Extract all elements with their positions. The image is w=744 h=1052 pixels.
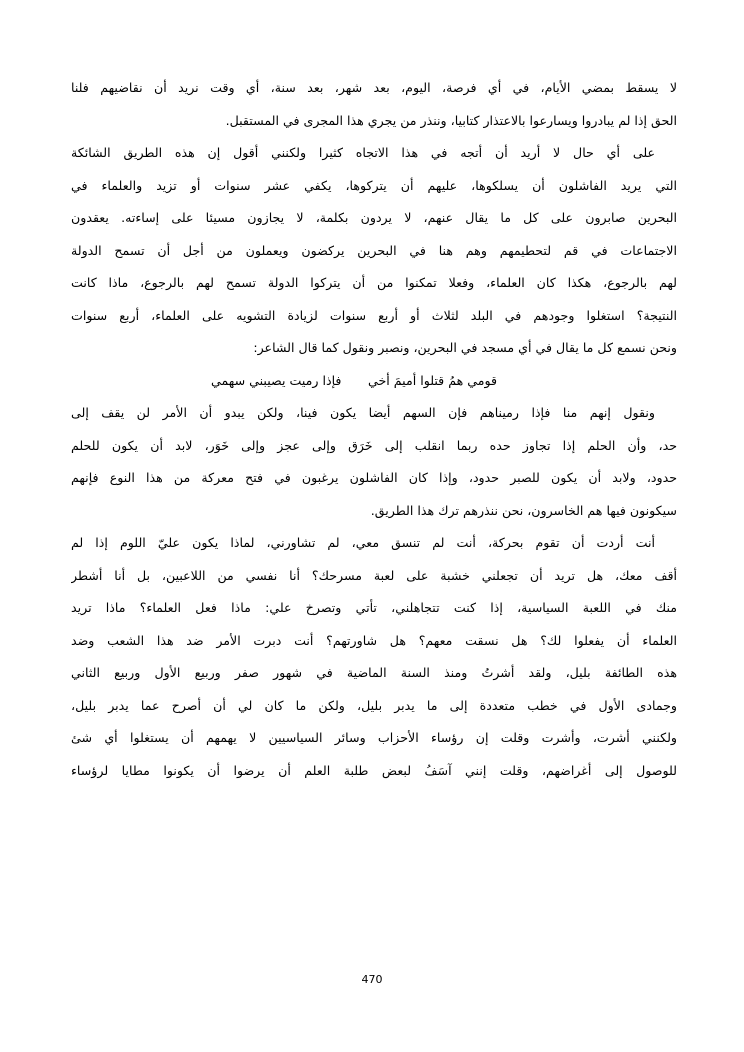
text-line: على أي حال لا أريد أن أتجه في هذا الاتجاه كثيرا ولكنني أقول إن هذه الطريق الشائكة [71, 145, 655, 160]
text-line: الحق إذا لم يبادروا ويسارعوا بالاعتذار كتابيا، وننذر من يجري هذا المجرى في المستقبل. [225, 112, 677, 128]
text-line: الاجتماعات في قم لتحطيمهم وهم هنا في البحرين يركضون ويعملون من أجل أن تسمح الدولة [71, 242, 677, 258]
poetry-verse [71, 365, 677, 398]
page-body [71, 72, 677, 787]
text-line: أقف معك، هل تريد أن تجعلني خشبة على لعبة مسرحك؟ أنا نفسي من اللاعبين، بل أنا أشطر [71, 567, 677, 583]
text-line: أنت أردت أن تقوم بحركة، أنت لم تنسق معي، لم تشاورني، لماذا يكون عليّ اللوم إذا لم [71, 535, 655, 550]
text-line: هذه الطائفة بليل، ولقد أشرتُ ومنذ السنة الماضية في شهور صفر وربيع الأول وربيع الثاني [71, 665, 677, 680]
text-line: منك في اللعبة السياسية، إذا كنت تتجاهلني، تأتي وتصرخ علي: ماذا فعل العلماء؟ ماذا تريد [71, 600, 677, 615]
text-line: لهم بالرجوع، هكذا كان العلماء، وفعلا تمكنوا من أن يتركوا الدولة تسمح لهم بالرجوع، ماذا كانت [71, 275, 677, 290]
verse-first-hemistich: قومي همُ قتلوا أميمَ أخي [367, 372, 497, 388]
text-line: ونحن نسمع كل ما يقال في أي مسجد في البحرين، ونصبر ونقول كما قال الشاعر: [253, 340, 677, 355]
text-line: البحرين صابرون على كل ما يقال عنهم، لا يردون بكلمة، لا يجازون مسيئا على إساءته. يعقدون [71, 210, 677, 225]
text-line: ونقول إنهم منا فإذا رميناهم فإن السهم أيضا يكون فينا، ولكن يبدو أن الأمر لن يقف إلى [71, 405, 655, 420]
text-line: التي يريد الفاشلون أن يسلكوها، عليهم أن يتركوها، يكفي عشر سنوات أو تزيد والعلماء في [71, 177, 677, 193]
text-line: لا يسقط بمضي الأيام، في أي فرصة، اليوم، بعد شهر، بعد سنة، أي وقت نريد أن نقاضيهم فلنا [71, 80, 677, 95]
text-line: حدود، ولابد أن يكون للصبر حدود، وإذا كان الفاشلون يرغبون في فتح معركة من هذا النوع فإنهم [71, 470, 677, 485]
text-line: ولكنني أشرت، وأشرت وقلت إن رؤساء الأحزاب وسائر السياسيين لا يهمهم أن يستغلوا أي شئ [71, 730, 677, 745]
text-line: للوصول إلى أغراضهم، وقلت إنني آسَفُ لبعض طلبة العلم أن يرضوا أن يكونوا مطايا لرؤساء [71, 762, 677, 778]
text-line: النتيجة؟ استغلوا وجودهم في البلد لثلاث أو أربع سنوات لزيادة التشويه على العلماء، أربع سنوات [71, 307, 677, 323]
text-line: سيكونون فيها هم الخاسرون، نحن ننذرهم ترك هذا الطريق. [370, 502, 677, 518]
text-line: العلماء أن يفعلوا لك؟ هل نسقت معهم؟ هل شاورتهم؟ أنت دبرت الأمر ضد هذا الشعب وضد [71, 632, 677, 648]
verse-second-hemistich: فإذا رميت يصيبني سهمي [211, 372, 342, 388]
text-line: وجمادى الأول في خطب متعددة إلى ما يدبر بليل، ولكن ما كان لي أن أصرح عما يدبر بليل، [71, 697, 677, 713]
page-number: 470 [361, 973, 383, 986]
text-line: حد، وأن الحلم إذا تجاوز حده ربما انقلب إلى خَرَق وإلى عجز وإلى خَوَر، لابد أن يكون للحلم [71, 437, 677, 453]
